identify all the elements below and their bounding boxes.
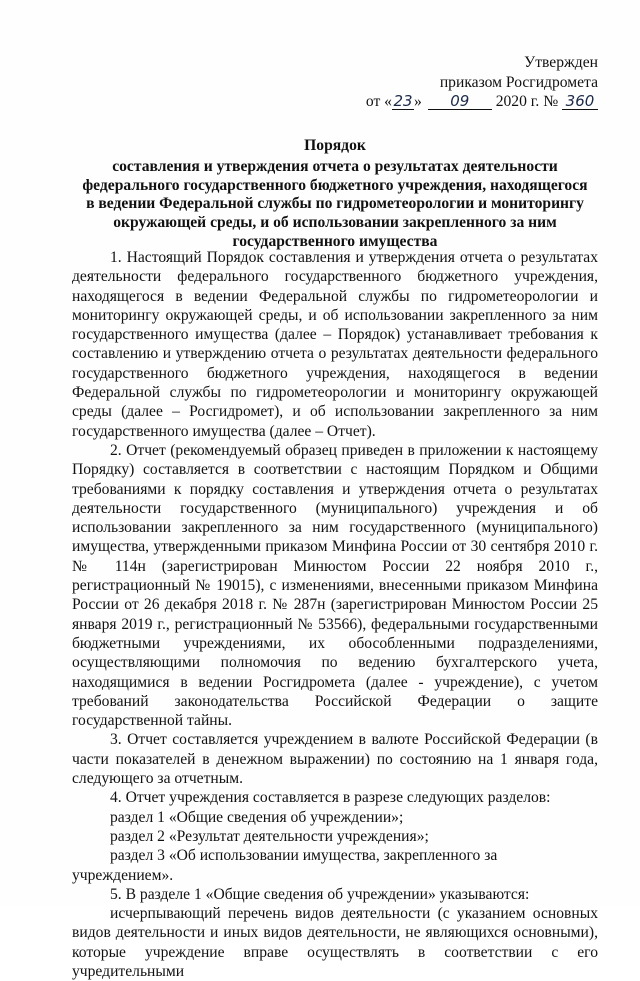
paragraph-4: 4. Отчет учреждения составляется в разрезе следующих разделов: [110, 789, 551, 807]
paragraph-1: 1. Настоящий Порядок составления и утверждения отчета о результатах деятельности федерального государственного бюджетного учреждения, находящегося в ведении Федеральной службы по гидрометеорологии и мониторингу окружающей среды, и об использовании закрепленного за ним государственного имущества (далее – Порядок) устанавливает требования к составлению и утверждению отчета о результатах деятельности федерального государственного бюджетного учреждения, находящегося в ведении Федеральной службы по гидрометеорологии и мониторингу окружающей среды (далее – Росгидромет), и об использовании закрепленного за ним государственного имущества (далее – Отчет). [72, 249, 598, 440]
paragraph-2: 2. Отчет (рекомендуемый образец приведен в приложении к настоящему Порядку) составляется в соответствии с настоящим Порядком и Общими требованиями к порядку составления и утверждения отчета о результатах деятельности государственного (муниципального) учреждения и об использовании закрепленного за ним государственного (муниципального) имущества, утвержденными приказом Минфина России от 30 сентября 2010 г. № 114н (зарегистрирован Минюстом России 22 ноября 2010 г., регистрационный № 19015), с изменениями, внесенными приказом Минфина России от 26 декабря 2018 г. № 287н (зарегистрирован Минюстом России 25 января 2019 г., регистрационный № 53566), федеральными государственными бюджетными учреждениями, их обособленными подразделениями, осуществляющими полномочия по ведению бухгалтерского учета, находящимися в ведении Росгидромета (далее - учреждение), с учетом требований законодательства Российской Федерации о защите государственной тайны. [72, 441, 598, 730]
section-item-2: раздел 2 «Результат деятельности учреждения»; [110, 827, 429, 845]
section-item-1: раздел 1 «Общие сведения об учреждении»; [110, 808, 404, 826]
title-line: составления и утверждения отчета о результатах деятельности [112, 157, 558, 175]
date-mid: » [413, 93, 422, 110]
handwritten-order-number: 360 [562, 93, 598, 110]
document-title [72, 137, 598, 252]
title-line: в ведении Федеральной службы по гидрометеорологии и мониторингу [86, 195, 584, 213]
paragraph-5: 5. В разделе 1 «Общие сведения об учреждении» указываются: [110, 885, 530, 903]
title-heading: Порядок [304, 137, 366, 154]
title-line: федерального государственного бюджетного учреждения, находящегося [82, 176, 588, 194]
date-prefix: от « [365, 93, 392, 110]
date-year-number-label: 2020 г. № [495, 93, 559, 110]
approval-stamp [358, 53, 598, 112]
section-item-3: раздел 3 «Об использовании имущества, закрепленного за учреждением». [72, 847, 498, 884]
title-line: государственного имущества [232, 232, 438, 250]
handwritten-day: 23 [393, 92, 413, 110]
paragraph-5-list-item: исчерпывающий перечень видов деятельности (с указанием основных видов деятельности и иных видов деятельности, не являющихся основными), которые учреждение вправе осуществлять в соответствии с его учредительными [72, 905, 598, 980]
approval-line-approved: Утвержден [524, 54, 598, 71]
paragraph-3: 3. Отчет составляется учреждением в валюте Российской Федерации (в части показателей в денежном выражении) по состоянию на 1 января года, следующего за отчетным. [72, 731, 598, 788]
title-line: окружающей среды, и об использовании закрепленного за ним [113, 214, 557, 232]
document-body [72, 248, 598, 981]
approval-line-date [358, 92, 598, 112]
handwritten-month: 09 [428, 93, 492, 110]
approval-line-order: приказом Росгидромета [439, 73, 598, 91]
